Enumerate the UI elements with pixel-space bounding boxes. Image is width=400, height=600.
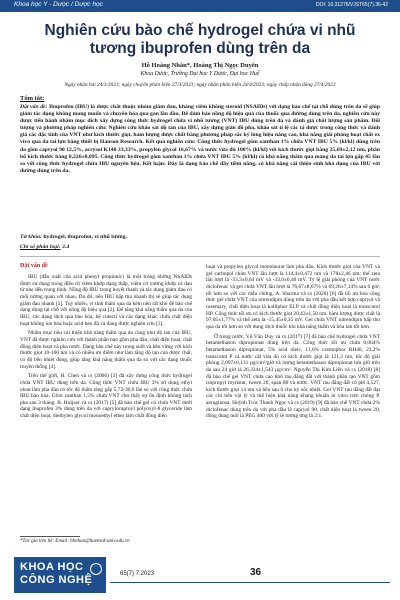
keywords (20, 234, 380, 240)
footer-divider (110, 582, 390, 583)
classification-value: 3.4 (60, 244, 70, 250)
paragraph: IBU (dẫn xuất của acid phenyl propionic) là một trong những NSAIDs được sử dụng trong điều trị viêm khớp dạng thấp, viêm cơ xương khớp và đau từ nhẹ đến trung bình. Nồng độ IBU trong huyết thanh và tác dụng giảm đau có mối tương quan với nhau. Do đó, nếu IBU hấp thu nhanh thì sẽ giúp tác dụng giảm đau nhanh [1]. Tuy nhiên, vì tính thấm qua da kém nên rất khó để bào chế dạng dùng tại chỗ với nồng độ hiệu quả [2]. Để tăng khả năng thấm qua da của IBU, các dạng dịch qua bào hóa, hệ cutecti và các dạng khác chứa chất diện hoạt không ion hóa hoặc acid béo đã và đang được nghiên cứu [3]. (20, 274, 192, 327)
section-divider (20, 256, 380, 257)
globe-icon (90, 563, 102, 575)
paragraph: Nhằm mục tiêu cải thiện khả năng thấm qua da cũng như độ tan của IBU, VNT đã được nghiên cứu với thành phần bao gồm pha dầu, chất diện hoạt, chất đồng diện hoạt và pha nước. Dạng bào chế này trong suốt và bền vững với kích thước giọt 10-100 nm và có nhiều ưu điểm như làm tăng độ tan của dược chất, có độ bền nhiệt động, giúp tăng khả năng thấm qua da so với các dạng thuốc truyền thống [4]. (20, 330, 192, 370)
logo-line-1: KHOA HỌC (20, 561, 84, 573)
paragraph: hoạt và propylen glycol monolaurat làm pha dầu. Kích thước giọt của VNT và gel carbopol chứa VNT lần lượt là 114,4±0,472 nm và 178±2,46 nm; thế zeta lần lượt là -33,3±0,64 mV và -33,0±0,40 mV. Tỷ lệ giải phóng của VNT nước diclofenac và gel chứa VNT lần lượt là 76,67±8,67% và 69,28±7,14% sau 6 giờ, tốt hơn so với các mẫu chứng. A. Sharma và cs (2020) [6] đã tối ưu hóa công thức gel chứa VNT của nitrendipin dùng trên da với pha dầu kết hợp capryol và rosemary, chất diện hoạt là kolliphor ELP và chất đồng diện hoạt là transcutol HP. Công thức tối ưu có kích thước giọt 20,43±1,50 nm, hàm lượng dược chất là 97,05±1,77% và thế zeta là -15,45±0,35 mV. Gel chứa VNT nitrendipin hấp thu qua da tốt hơn so với dung dịch thuốc khi khả năng thấm và hòa tan tốt hơn. (206, 264, 380, 330)
classification (20, 244, 69, 250)
intro-heading: Đặt vấn đề (20, 263, 48, 269)
article-affiliation: Khoa Dược, Trường Đại học Y Dược, Đại học Huế (140, 71, 260, 77)
keywords-label: Từ khóa: (20, 234, 42, 240)
body-column-right (206, 264, 380, 423)
keywords-text: hydrogel, ibuprofen, vi nhũ tương. (41, 234, 127, 240)
abstract-label: Đặt vấn đề: (20, 104, 48, 110)
footnote: *Tác giả liên hệ: Email: hhnhan@huemed-univ.edu.vn (20, 539, 130, 544)
logo-line-2: CÔNG NGHỆ (20, 574, 93, 586)
section-label: Khoa học Y - Dược / Dược học (14, 1, 103, 8)
classification-label: Chỉ số phân loại: (20, 244, 61, 250)
article-title: Nghiên cứu bào chế hydrogel chứa vi nhũ tương ibuprofen dùng trên da (44, 22, 356, 57)
paragraph: Trên thế giới, H. Chen và cs (2006) [3] đã xây dựng công thức hydrogel chứa VNT IBU dùng trên da. Công thức VNT chứa IBU 3% sử dụng ethyl oleat làm pha dầu có tốc độ thấm tăng gấp 5,72-30,0 lần so với công thức chứa IBU bão hòa. Gồm xanthan 1,5% chứa VNT cho thấy sự ổn định không tách pha sau 3 tháng. B. Huijser và cs (2017) [5] đã bào chế gel có chứa VNT dưới dạng ibuprofen 3% dùng trên da với caprylocaproyl polyoxyl-8 glyceride làm chất diện hoạt, diethylen glycol monoethyl ether làm chất đồng diện (20, 373, 192, 420)
article-authors: Hồ Hoàng Nhân*, Hoàng Thị Ngọc Duyên (141, 62, 259, 69)
body-column-left (20, 274, 192, 423)
footnote-divider (20, 536, 80, 537)
summary-heading: Tóm tắt: (20, 95, 45, 102)
article-dates: Ngày nhận bài 24/3/2023; ngày chuyển phản biện 27/3/2023; ngày nhận phản biện 24/4/2023; ngày chấp nhận đăng 27/4/2023 (64, 82, 336, 88)
abstract-text: Ibuprofen (IBU) là dược chất thuộc nhóm giảm đau, kháng viêm không steroid (NSAIDs) với dạng bào chế tại chỗ dùng trên da sẽ giúp giảm tác dụng không mong muốn và chuyên hóa qua gan lần đầu. Để đảm bảo nồng độ hiệu quả của thuốc qua đường dùng trên da, nghiên cứu này được tiến hành nhằm mục đích xây dựng công thức hydrogel chứa vi nhũ tương (VNT) IBU dùng trên da và đánh giá chất lượng sản phẩm. Đối tượng và phương pháp nghiên cứu: Nghiên cứu khảo sát độ tan của IBU, xây dựng giản đồ pha, khảo sát tỉ lệ các tá dược trong công thức và đánh giá các đặc tính của VNT như kích thước giọt, hàm lượng dược chất bằng phương pháp sắc ký lỏng hiệu năng cao, khả năng giải phóng hoạt chất ex vivo qua da tai lợn bằng thiết bị Hanson Research. Kết quả nghiên cứu: Công thức hydrogel gôm xanthan 1% chứa VNT IBU 5% (kl/kl) dùng trên da gồm capryol 90 12,5%, acrysol K140 33,33%, propylen glycol 16,67% và nước vừa đủ 100% (kl/kl) với kích thước giọt bằng 25,69±2,12 nm, phân bố kích thước bằng 0,226±0,095. Công thức hydrogel gôm xanthan 1% chứa VNT IBU 5% (kl/kl) có khả năng thấm qua màng da tai lợn gấp 45 lần so với công thức hydrogel chứa IBU nguyên liệu. Kết luận: Đây là dạng bào chế đầy tiềm năng, có khả năng cải thiện sinh khả dụng của IBU với đường dùng trên da. (20, 104, 380, 174)
doi-label: DOI: 10.31276/VJST65(7).36-42 (316, 2, 388, 8)
abstract (20, 104, 380, 175)
journal-logo (14, 557, 106, 593)
page-number: 36 (250, 567, 262, 578)
issue-label: 65(7) 7.2023 (120, 571, 155, 577)
paragraph: Ở trong nước, Vũ Văn Duy và cs (2017) [7] đã bào chế hydrogel chứa VNT betamethason dipropionat dùng trên da. Công thức tối ưu chứa 0,064% betamethason dipropionat, 5% acid oleic, 11,6% cremophor RH40, 23,2% transcutol P và nước cất vừa đủ có kích thước giọt là 121,3 nm, tốc độ giải phóng 2,097±0,131 µg/cm²/giờ và lượng betamethason dipropionat lưu giữ trên da sau 24 giờ là 26,334±1,543 µg/cm². Nguyễn Thị Kim Liên và cs (2018) [8] đã bào chế gel VNT chứa cao khô rau đắng đất với thành phần tạo VNT gồm isopropyl myristat, tween 20, span 80 và nước. VNT rau đắng đất có pH 4,527, kích thước giọt 14 nm và bền sau 6 chu kỳ sốc nhiệt. Gel VNT rau đắng đất đạt các chỉ tiêu vật lý và thể hiện khả năng kháng khuẩn in vitro trên chủng P. aeruginosa. Huỳnh Trúc Thanh Ngọc và cs (2019) [9] đã bào chế VNT chứa 2% diclofenac dùng trên da với pha dầu là capryol 90, chất diện hoạt là tween 20, đồng dung môi là PEG 400 với tỷ lệ tương ứng là 2:1. (206, 333, 380, 420)
journal-header-bar (0, 0, 400, 12)
